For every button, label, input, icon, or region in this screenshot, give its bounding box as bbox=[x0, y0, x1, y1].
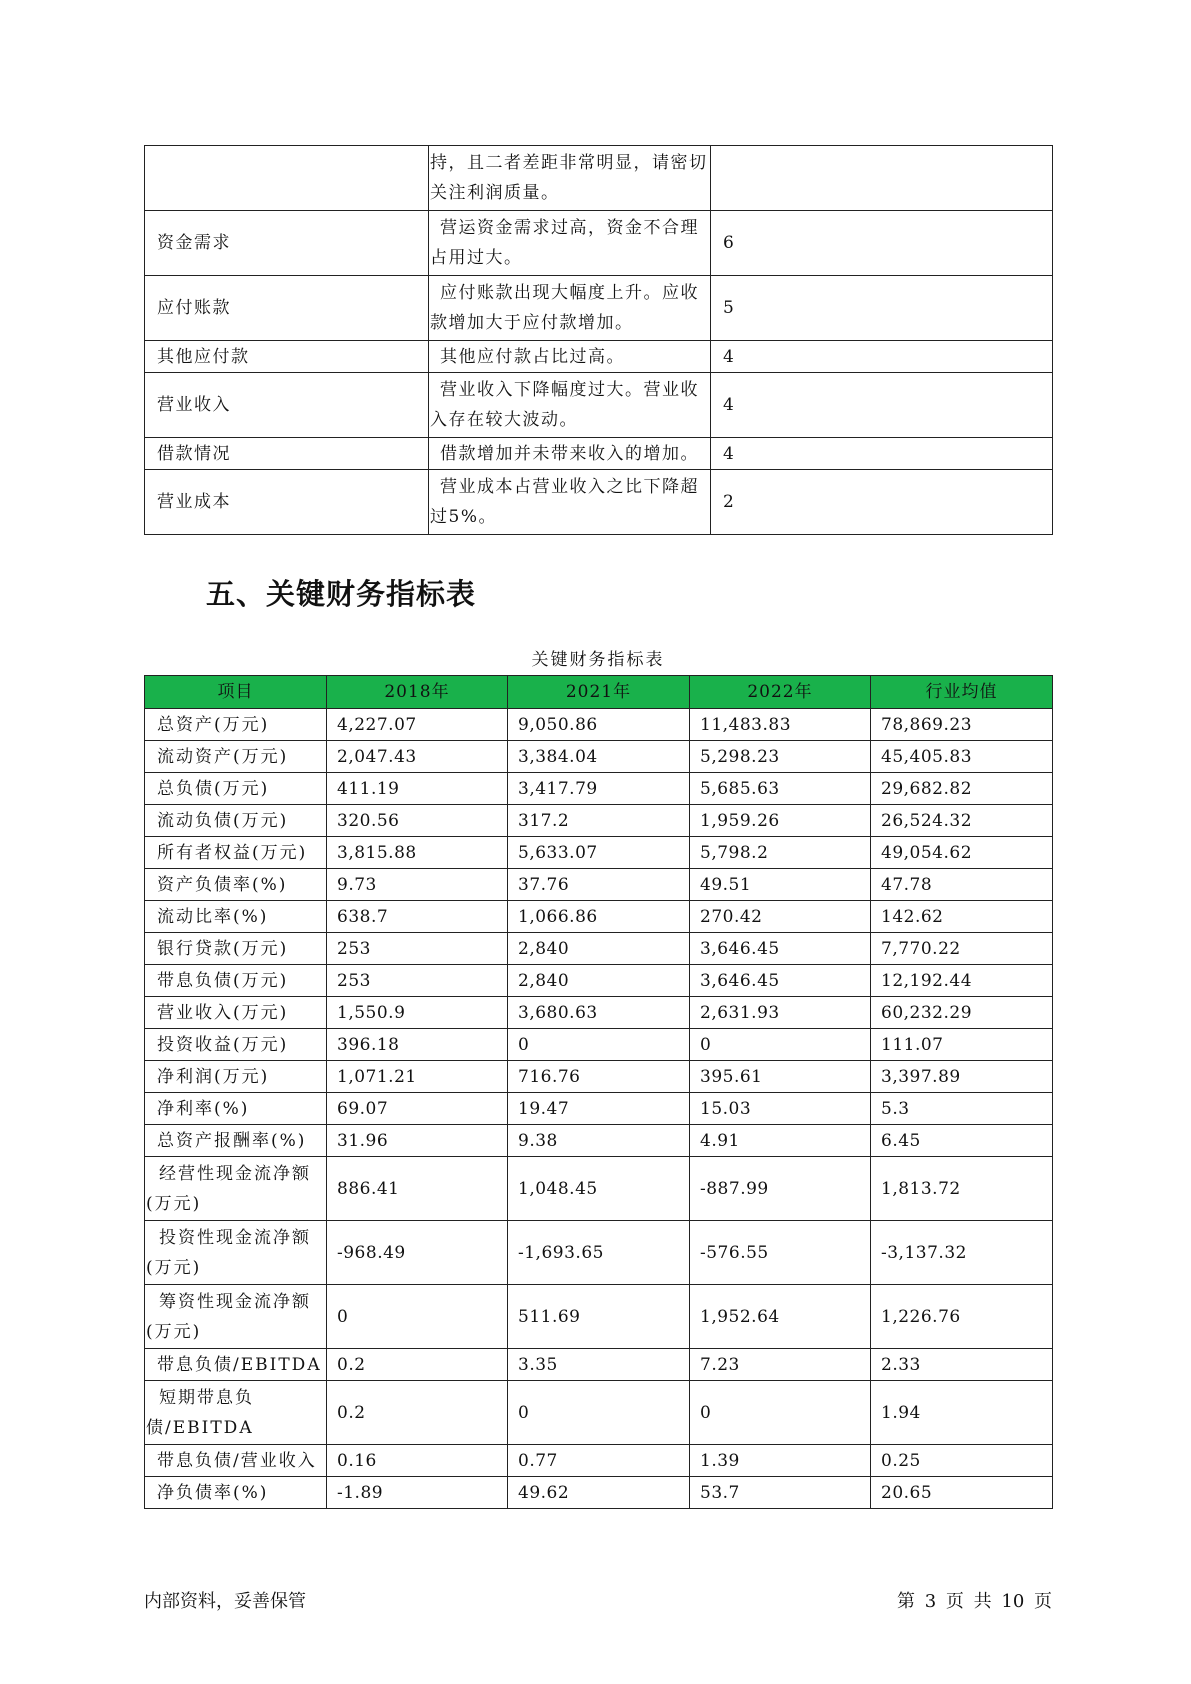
table-row bbox=[145, 997, 1053, 1029]
table-cell: 395.61 bbox=[690, 1061, 871, 1093]
factor-label: 资金需求 bbox=[145, 211, 429, 276]
row-item-label: 营业收入(万元) bbox=[145, 997, 327, 1029]
table-cell: 9,050.86 bbox=[508, 709, 690, 741]
table-cell: -576.55 bbox=[690, 1221, 871, 1285]
table-row bbox=[145, 1093, 1053, 1125]
column-header-2022: 2022年 bbox=[690, 676, 871, 709]
factor-description: 营业收入下降幅度过大。营业收入存在较大波动。 bbox=[429, 373, 711, 438]
table-cell: 60,232.29 bbox=[871, 997, 1053, 1029]
table-cell: 0 bbox=[508, 1029, 690, 1061]
footer-page-number: 第 3 页 共 10 页 bbox=[897, 1591, 1052, 1612]
table-cell: 511.69 bbox=[508, 1285, 690, 1349]
row-item-label: 净利润(万元) bbox=[145, 1061, 327, 1093]
table-row bbox=[145, 1349, 1053, 1381]
factor-label: 营业成本 bbox=[145, 470, 429, 535]
factor-score: 6 bbox=[711, 211, 1053, 276]
row-item-label: 净负债率(%) bbox=[145, 1477, 327, 1509]
row-item-label: 资产负债率(%) bbox=[145, 869, 327, 901]
table-cell: 1,959.26 bbox=[690, 805, 871, 837]
factor-label: 营业收入 bbox=[145, 373, 429, 438]
table-row bbox=[145, 965, 1053, 997]
table-cell: 1,066.86 bbox=[508, 901, 690, 933]
row-item-label: 总资产(万元) bbox=[145, 709, 327, 741]
table-cell: -3,137.32 bbox=[871, 1221, 1053, 1285]
table-cell: 5,685.63 bbox=[690, 773, 871, 805]
table-cell: 49,054.62 bbox=[871, 837, 1053, 869]
table-cell: 0.25 bbox=[871, 1445, 1053, 1477]
table-cell: 1,071.21 bbox=[327, 1061, 508, 1093]
table-cell: 69.07 bbox=[327, 1093, 508, 1125]
table-cell: 3,815.88 bbox=[327, 837, 508, 869]
table-cell: 3,384.04 bbox=[508, 741, 690, 773]
table-cell: 29,682.82 bbox=[871, 773, 1053, 805]
table-cell: 253 bbox=[327, 933, 508, 965]
row-item-label: 筹资性现金流净额(万元) bbox=[145, 1285, 327, 1349]
table-cell: 7,770.22 bbox=[871, 933, 1053, 965]
factor-description: 借款增加并未带来收入的增加。 bbox=[429, 438, 711, 470]
row-item-label: 带息负债(万元) bbox=[145, 965, 327, 997]
table-cell: 270.42 bbox=[690, 901, 871, 933]
table-cell: 317.2 bbox=[508, 805, 690, 837]
factor-label: 应付账款 bbox=[145, 276, 429, 341]
table-row bbox=[145, 1445, 1053, 1477]
table-cell: 5,298.23 bbox=[690, 741, 871, 773]
row-item-label: 流动负债(万元) bbox=[145, 805, 327, 837]
table-cell: 26,524.32 bbox=[871, 805, 1053, 837]
table-row bbox=[145, 1477, 1053, 1509]
table-row bbox=[145, 1221, 1053, 1285]
table-row bbox=[145, 773, 1053, 805]
table-cell: 7.23 bbox=[690, 1349, 871, 1381]
table-cell: 9.38 bbox=[508, 1125, 690, 1157]
table-cell: 886.41 bbox=[327, 1157, 508, 1221]
row-item-label: 经营性现金流净额(万元) bbox=[145, 1157, 327, 1221]
table-cell: 2,840 bbox=[508, 965, 690, 997]
table-cell: 3.35 bbox=[508, 1349, 690, 1381]
factor-description: 营业成本占营业收入之比下降超过5%。 bbox=[429, 470, 711, 535]
row-item-label: 流动比率(%) bbox=[145, 901, 327, 933]
table-cell: 1,226.76 bbox=[871, 1285, 1053, 1349]
column-header-2018: 2018年 bbox=[327, 676, 508, 709]
factor-score: 4 bbox=[711, 373, 1053, 438]
table-cell: 12,192.44 bbox=[871, 965, 1053, 997]
table-cell: 1.39 bbox=[690, 1445, 871, 1477]
row-item-label: 总负债(万元) bbox=[145, 773, 327, 805]
table-cell: 31.96 bbox=[327, 1125, 508, 1157]
factor-score bbox=[711, 146, 1053, 211]
table-row bbox=[145, 709, 1053, 741]
table-cell: 0.77 bbox=[508, 1445, 690, 1477]
row-item-label: 流动资产(万元) bbox=[145, 741, 327, 773]
table-cell: 3,646.45 bbox=[690, 933, 871, 965]
table-cell: -887.99 bbox=[690, 1157, 871, 1221]
table-cell: 142.62 bbox=[871, 901, 1053, 933]
table-cell: 1,813.72 bbox=[871, 1157, 1053, 1221]
table-cell: 78,869.23 bbox=[871, 709, 1053, 741]
financial-indicator-table bbox=[144, 675, 1053, 1509]
row-item-label: 所有者权益(万元) bbox=[145, 837, 327, 869]
table-row bbox=[145, 146, 1053, 211]
table-cell: 47.78 bbox=[871, 869, 1053, 901]
table-cell: -968.49 bbox=[327, 1221, 508, 1285]
table-row bbox=[145, 373, 1053, 438]
row-item-label: 短期带息负债/EBITDA bbox=[145, 1381, 327, 1445]
table-cell: 4,227.07 bbox=[327, 709, 508, 741]
table-cell: 0.16 bbox=[327, 1445, 508, 1477]
table-cell: 45,405.83 bbox=[871, 741, 1053, 773]
table-cell: 2.33 bbox=[871, 1349, 1053, 1381]
table-row bbox=[145, 837, 1053, 869]
table-cell: 11,483.83 bbox=[690, 709, 871, 741]
column-header-item: 项目 bbox=[145, 676, 327, 709]
table-cell: 320.56 bbox=[327, 805, 508, 837]
row-item-label: 银行贷款(万元) bbox=[145, 933, 327, 965]
table-header-row bbox=[145, 676, 1053, 709]
table-row bbox=[145, 869, 1053, 901]
table-cell: 53.7 bbox=[690, 1477, 871, 1509]
risk-factor-table bbox=[144, 145, 1053, 535]
table-row bbox=[145, 1157, 1053, 1221]
table-cell: 3,397.89 bbox=[871, 1061, 1053, 1093]
table-cell: 2,047.43 bbox=[327, 741, 508, 773]
table-cell: 49.51 bbox=[690, 869, 871, 901]
table-cell: 0.2 bbox=[327, 1381, 508, 1445]
table-cell: -1,693.65 bbox=[508, 1221, 690, 1285]
table-row bbox=[145, 901, 1053, 933]
table-cell: 716.76 bbox=[508, 1061, 690, 1093]
table-row bbox=[145, 741, 1053, 773]
table-row bbox=[145, 1285, 1053, 1349]
table-cell: 1,952.64 bbox=[690, 1285, 871, 1349]
section-heading: 五、关键财务指标表 bbox=[206, 577, 477, 611]
table-row bbox=[145, 805, 1053, 837]
table-cell: 3,680.63 bbox=[508, 997, 690, 1029]
factor-label bbox=[145, 146, 429, 211]
table-cell: 253 bbox=[327, 965, 508, 997]
table-cell: 396.18 bbox=[327, 1029, 508, 1061]
table-cell: 5,633.07 bbox=[508, 837, 690, 869]
table-cell: 5,798.2 bbox=[690, 837, 871, 869]
table-cell: 6.45 bbox=[871, 1125, 1053, 1157]
table-row bbox=[145, 276, 1053, 341]
column-header-2021: 2021年 bbox=[508, 676, 690, 709]
factor-score: 5 bbox=[711, 276, 1053, 341]
row-item-label: 净利率(%) bbox=[145, 1093, 327, 1125]
table-cell: 1.94 bbox=[871, 1381, 1053, 1445]
factor-description: 应付账款出现大幅度上升。应收款增加大于应付款增加。 bbox=[429, 276, 711, 341]
row-item-label: 投资性现金流净额(万元) bbox=[145, 1221, 327, 1285]
table-cell: 1,048.45 bbox=[508, 1157, 690, 1221]
factor-description: 其他应付款占比过高。 bbox=[429, 341, 711, 373]
table-row bbox=[145, 933, 1053, 965]
table-row bbox=[145, 470, 1053, 535]
table-cell: 2,631.93 bbox=[690, 997, 871, 1029]
table-cell: 20.65 bbox=[871, 1477, 1053, 1509]
column-header-industry-avg: 行业均值 bbox=[871, 676, 1053, 709]
table-cell: 0 bbox=[327, 1285, 508, 1349]
table-cell: -1.89 bbox=[327, 1477, 508, 1509]
table-cell: 19.47 bbox=[508, 1093, 690, 1125]
table-cell: 15.03 bbox=[690, 1093, 871, 1125]
table-cell: 37.76 bbox=[508, 869, 690, 901]
table-row bbox=[145, 1061, 1053, 1093]
factor-score: 2 bbox=[711, 470, 1053, 535]
table-cell: 0 bbox=[690, 1029, 871, 1061]
table-cell: 0.2 bbox=[327, 1349, 508, 1381]
table-cell: 2,840 bbox=[508, 933, 690, 965]
table-cell: 0 bbox=[508, 1381, 690, 1445]
row-item-label: 带息负债/EBITDA bbox=[145, 1349, 327, 1381]
table-row bbox=[145, 211, 1053, 276]
table-cell: 411.19 bbox=[327, 773, 508, 805]
table-cell: 5.3 bbox=[871, 1093, 1053, 1125]
table-cell: 49.62 bbox=[508, 1477, 690, 1509]
table-cell: 638.7 bbox=[327, 901, 508, 933]
table-row bbox=[145, 1029, 1053, 1061]
table-row bbox=[145, 438, 1053, 470]
factor-description: 持，且二者差距非常明显，请密切关注利润质量。 bbox=[429, 146, 711, 211]
factor-score: 4 bbox=[711, 438, 1053, 470]
table-cell: 0 bbox=[690, 1381, 871, 1445]
factor-label: 借款情况 bbox=[145, 438, 429, 470]
factor-score: 4 bbox=[711, 341, 1053, 373]
row-item-label: 总资产报酬率(%) bbox=[145, 1125, 327, 1157]
table-row bbox=[145, 341, 1053, 373]
table-caption: 关键财务指标表 bbox=[531, 650, 665, 670]
factor-label: 其他应付款 bbox=[145, 341, 429, 373]
table-cell: 3,417.79 bbox=[508, 773, 690, 805]
table-cell: 9.73 bbox=[327, 869, 508, 901]
table-cell: 1,550.9 bbox=[327, 997, 508, 1029]
table-cell: 3,646.45 bbox=[690, 965, 871, 997]
row-item-label: 投资收益(万元) bbox=[145, 1029, 327, 1061]
table-row bbox=[145, 1381, 1053, 1445]
table-cell: 4.91 bbox=[690, 1125, 871, 1157]
table-cell: 111.07 bbox=[871, 1029, 1053, 1061]
footer-confidential-note: 内部资料，妥善保管 bbox=[144, 1591, 306, 1612]
row-item-label: 带息负债/营业收入 bbox=[145, 1445, 327, 1477]
factor-description: 营运资金需求过高，资金不合理占用过大。 bbox=[429, 211, 711, 276]
table-row bbox=[145, 1125, 1053, 1157]
